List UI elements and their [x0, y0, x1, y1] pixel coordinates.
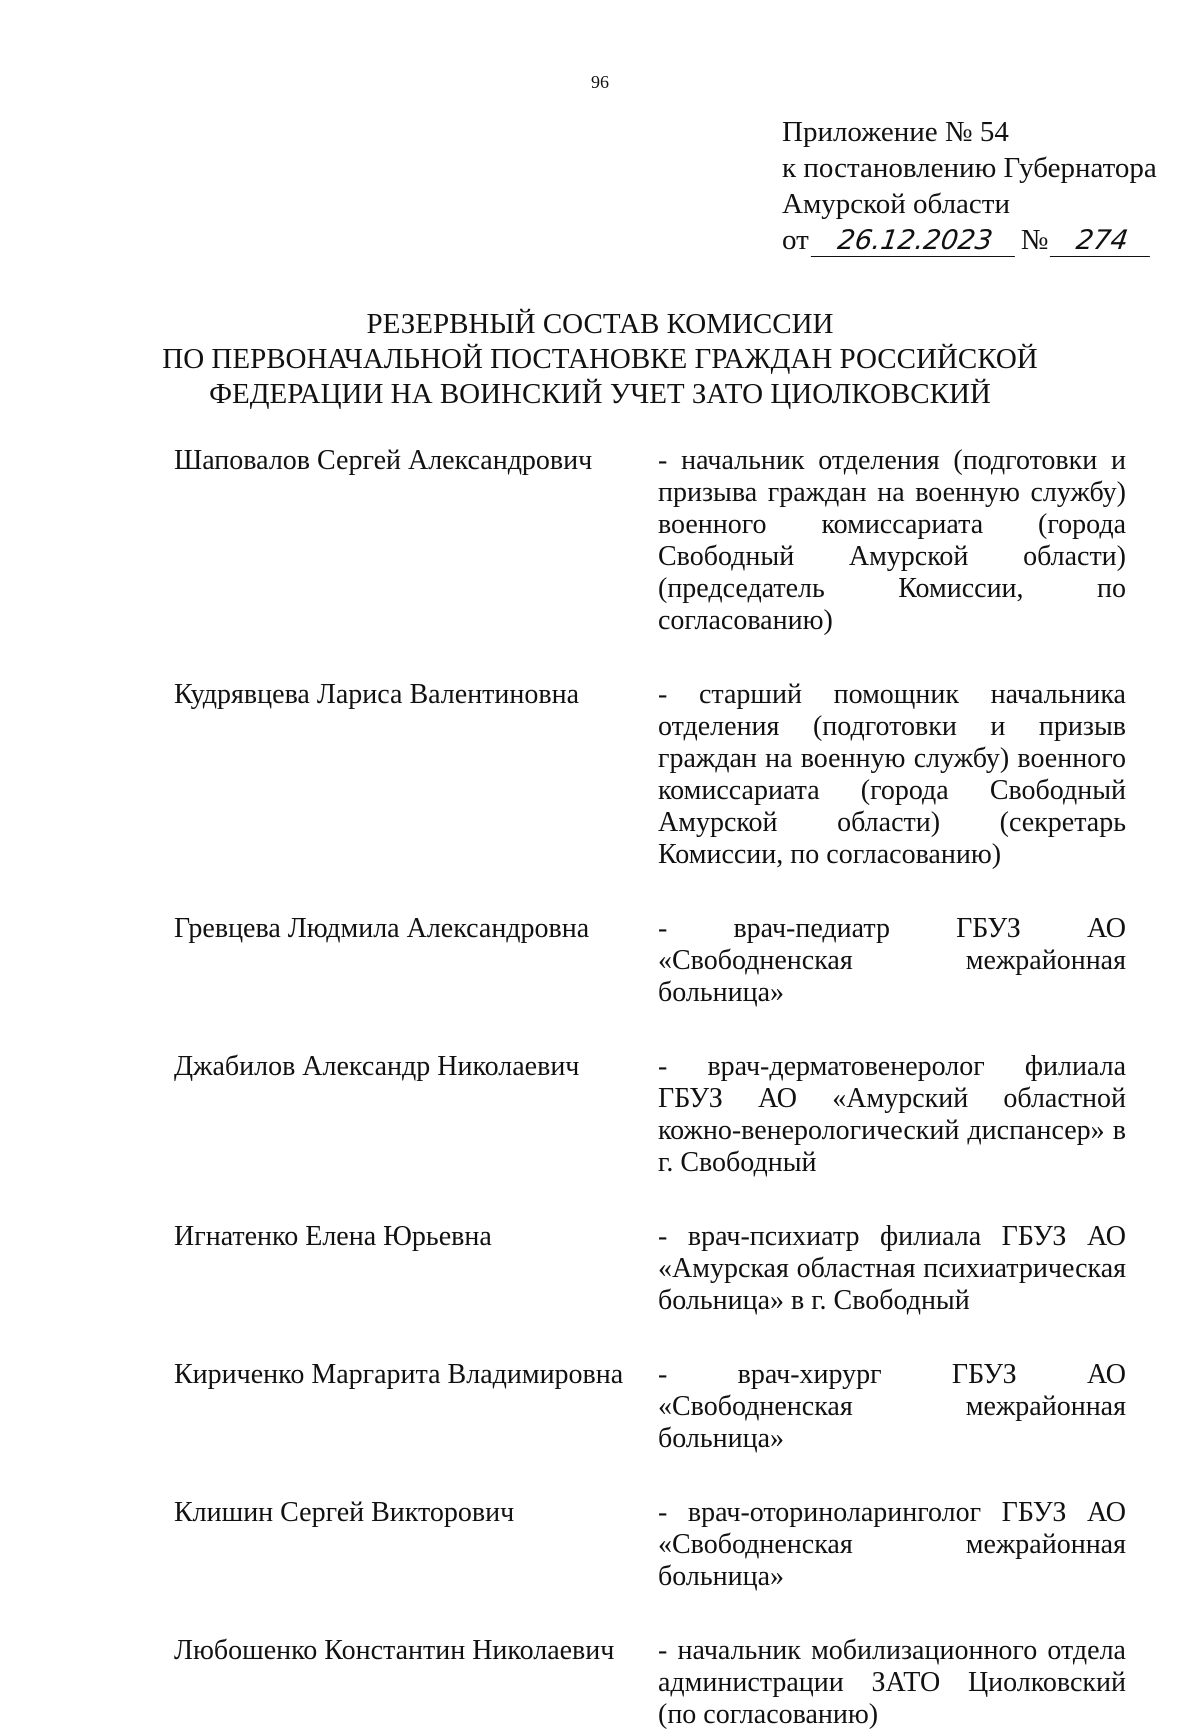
member-name: Шаповалов Сергей Александрович [174, 445, 593, 476]
member-role: - старший помощник начальника отделения (подготовки и призыв граждан на военную службу) военного комиссариата (города Свободный Амурской области) (секретарь Комиссии, по согласованию) [658, 679, 1126, 870]
member-row [174, 1051, 1134, 1179]
member-role: - врач-педиатр ГБУЗ АО «Свободненская межрайонная больница» [658, 913, 1126, 1008]
member-row [174, 445, 1134, 637]
date-prefix: от [782, 224, 809, 256]
member-row [174, 1497, 1134, 1593]
appendix-date-line [782, 222, 1157, 258]
title-line-1: РЕЗЕРВНЫЙ СОСТАВ КОМИССИИ [366, 308, 834, 340]
member-role: - врач-оториноларинголог ГБУЗ АО «Свободненская межрайонная больница» [658, 1497, 1126, 1592]
title-line-2: ПО ПЕРВОНАЧАЛЬНОЙ ПОСТАНОВКЕ ГРАЖДАН РОССИЙСКОЙ [162, 343, 1038, 375]
member-role: - начальник мобилизационного отдела администрации ЗАТО Циолковский (по согласованию) [658, 1635, 1126, 1730]
appendix-block [782, 114, 1157, 258]
member-role: - врач-дерматовенеролог филиала ГБУЗ АО «Амурский областной кожно-венерологический диспансер» в г. Свободный [658, 1051, 1126, 1178]
member-name: Любошенко Константин Николаевич [174, 1635, 615, 1666]
appendix-reference: к постановлению Губернатора [782, 152, 1157, 184]
member-row [174, 1221, 1134, 1317]
member-role: - начальник отделения (подготовки и призыва граждан на военную службу) военного комиссариата (города Свободный Амурской области) (председатель Комиссии, по согласованию) [658, 445, 1126, 636]
title-line-3: ФЕДЕРАЦИИ НА ВОИНСКИЙ УЧЕТ ЗАТО ЦИОЛКОВСКИЙ [209, 378, 991, 410]
member-row [174, 1635, 1134, 1731]
member-row [174, 1359, 1134, 1455]
number-sign: № [1020, 224, 1049, 256]
members-list [174, 445, 1134, 1731]
appendix-number: Приложение № 54 [782, 116, 1009, 148]
member-name: Кудрявцева Лариса Валентиновна [174, 679, 580, 710]
member-name: Клишин Сергей Викторович [174, 1497, 515, 1528]
member-row [174, 679, 1134, 871]
member-role: - врач-психиатр филиала ГБУЗ АО «Амурская областная психиатрическая больница» в г. Свободный [658, 1221, 1126, 1316]
member-name: Игнатенко Елена Юрьевна [174, 1221, 492, 1252]
member-row [174, 913, 1134, 1009]
appendix-region: Амурской области [782, 188, 1010, 220]
handwritten-number: 274 [1050, 226, 1154, 257]
member-name: Джабилов Александр Николаевич [174, 1051, 580, 1082]
handwritten-date: 26.12.2023 [811, 226, 1019, 257]
page-number: 96 [591, 72, 609, 92]
member-name: Гревцева Людмила Александровна [174, 913, 590, 944]
document-title [0, 307, 1200, 412]
member-name: Кириченко Маргарита Владимировна [174, 1359, 624, 1390]
member-role: - врач-хирург ГБУЗ АО «Свободненская межрайонная больница» [658, 1359, 1126, 1454]
